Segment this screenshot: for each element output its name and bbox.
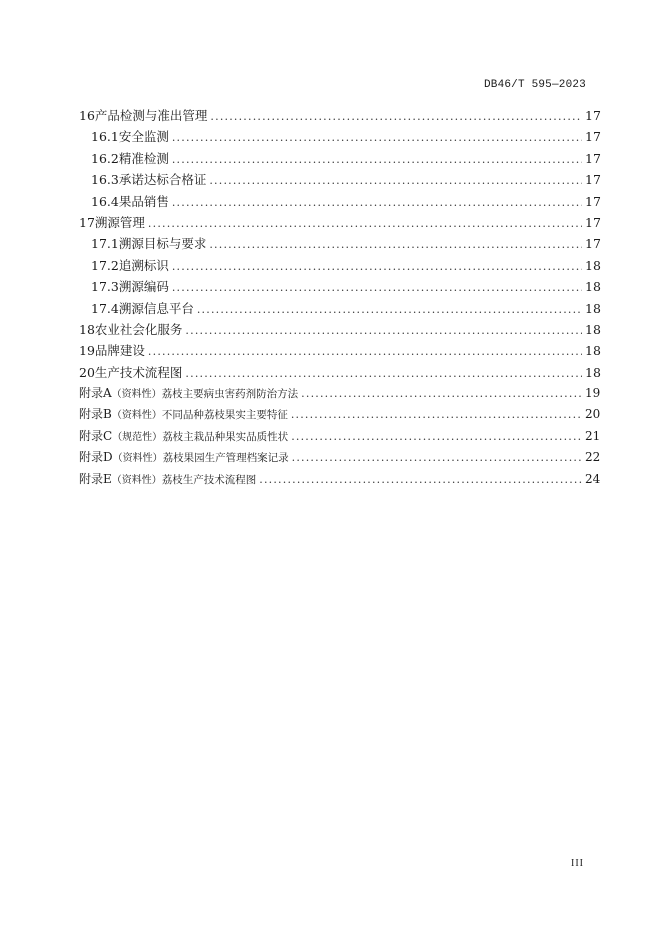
toc-entry-title: 溯源信息平台 xyxy=(118,300,194,316)
toc-leader-dots xyxy=(259,473,582,486)
appendix-type: （资料性） xyxy=(112,453,163,465)
toc-entry-title: 安全监测 xyxy=(118,129,169,145)
toc-entry[interactable] xyxy=(79,363,599,384)
toc-entry[interactable] xyxy=(79,213,599,234)
appendix-label: 附录D xyxy=(79,450,113,465)
toc-entry[interactable] xyxy=(79,127,599,148)
toc-entry-page: 17 xyxy=(585,108,601,123)
toc-leader-dots xyxy=(301,387,582,400)
appendix-label: 附录E xyxy=(79,471,112,486)
appendix-label: 附录A xyxy=(79,386,112,401)
appendix-page: 19 xyxy=(585,386,601,401)
appendix-title: 荔枝果园生产管理档案记录 xyxy=(162,452,289,465)
toc-leader-dots xyxy=(209,174,582,187)
toc-entry-page: 17 xyxy=(585,214,601,230)
appendix-title: 荔枝主栽品种果实品质性状 xyxy=(162,430,289,443)
appendix-page: 20 xyxy=(585,407,601,422)
appendix-page: 22 xyxy=(585,450,601,465)
toc-leader-dots xyxy=(185,367,582,380)
appendix-label-group xyxy=(79,448,163,465)
toc-entry-number: 17.1 xyxy=(91,236,119,252)
appendix-label-group xyxy=(79,405,162,422)
toc-leader-dots xyxy=(210,110,582,123)
document-code: DB46/T 595—2023 xyxy=(483,79,586,91)
toc-entry-number: 16.1 xyxy=(91,129,119,145)
toc-leader-dots xyxy=(185,324,582,337)
toc-entry[interactable] xyxy=(79,106,599,127)
toc-leader-dots xyxy=(292,451,582,464)
toc-entry[interactable] xyxy=(79,149,599,170)
toc-entry-number: 16 xyxy=(79,108,95,123)
toc-entry-title: 追溯标识 xyxy=(118,257,169,273)
appendix-label-group xyxy=(79,470,162,487)
toc-entry-number: 18 xyxy=(79,321,95,337)
toc-entry[interactable] xyxy=(79,320,599,341)
toc-entry-page: 17 xyxy=(585,150,601,166)
appendix-page: 24 xyxy=(585,471,601,486)
toc-leader-dots xyxy=(172,196,582,209)
appendix-label-group xyxy=(79,384,162,401)
toc-entry-title: 溯源目标与要求 xyxy=(118,236,207,252)
toc-entry-title: 溯源管理 xyxy=(94,214,145,230)
toc-leader-dots xyxy=(172,131,582,144)
appendix-title: 荔枝主要病虫害药剂防治方法 xyxy=(161,388,299,401)
toc-entry-title: 果品销售 xyxy=(118,193,169,209)
toc-entry-title: 产品检测与准出管理 xyxy=(94,108,208,123)
table-of-contents xyxy=(79,106,599,491)
toc-entry-title: 农业社会化服务 xyxy=(94,321,183,337)
toc-entry-page: 17 xyxy=(585,129,601,145)
toc-entry-page: 18 xyxy=(585,257,601,273)
toc-entry-number: 17 xyxy=(79,214,95,230)
appendix-title: 荔枝生产技术流程图 xyxy=(161,473,257,486)
toc-entry[interactable] xyxy=(79,299,599,320)
toc-leader-dots xyxy=(291,430,582,443)
toc-entry-number: 16.3 xyxy=(91,172,119,188)
toc-entry-title: 精准检测 xyxy=(118,150,169,166)
toc-entry-title: 承诺达标合格证 xyxy=(118,172,207,188)
toc-leader-dots xyxy=(148,217,582,230)
toc-entry-number: 20 xyxy=(79,364,95,380)
toc-entry-number: 16.2 xyxy=(91,150,119,166)
page-number: III xyxy=(571,858,584,869)
appendix-type: （资料性） xyxy=(111,389,162,401)
toc-appendix-entry[interactable] xyxy=(79,427,599,448)
toc-entry[interactable] xyxy=(79,192,599,213)
toc-leader-dots xyxy=(172,260,582,273)
toc-entry-number: 17.3 xyxy=(91,279,119,295)
toc-leader-dots xyxy=(148,345,582,358)
toc-entry-page: 18 xyxy=(585,321,601,337)
toc-appendix-entry[interactable] xyxy=(79,405,599,426)
toc-entry-page: 18 xyxy=(585,343,601,359)
appendix-page: 21 xyxy=(585,428,601,443)
toc-entry-page: 18 xyxy=(585,364,601,380)
appendix-title: 不同品种荔枝果实主要特征 xyxy=(161,409,288,422)
toc-entry-page: 18 xyxy=(585,300,601,316)
toc-entry[interactable] xyxy=(79,277,599,298)
appendix-type: （资料性） xyxy=(111,410,162,422)
toc-entry-title: 生产技术流程图 xyxy=(94,364,183,380)
toc-entry-number: 19 xyxy=(79,343,95,359)
toc-leader-dots xyxy=(197,303,582,316)
toc-entry[interactable] xyxy=(79,170,599,191)
appendix-label: 附录C xyxy=(79,428,113,443)
toc-leader-dots xyxy=(172,281,582,294)
appendix-label-group xyxy=(79,427,162,444)
appendix-type: （规范性） xyxy=(112,431,163,443)
toc-leader-dots xyxy=(291,408,582,421)
toc-leader-dots xyxy=(172,153,582,166)
toc-entry-page: 17 xyxy=(585,193,601,209)
toc-appendix-entry[interactable] xyxy=(79,384,599,405)
toc-entry-number: 17.4 xyxy=(91,300,119,316)
appendix-type: （资料性） xyxy=(111,474,162,486)
toc-entry-number: 17.2 xyxy=(91,257,119,273)
toc-entry-page: 18 xyxy=(585,279,601,295)
toc-appendix-entry[interactable] xyxy=(79,448,599,469)
toc-entry[interactable] xyxy=(79,234,599,255)
toc-entry-title: 品牌建设 xyxy=(94,343,145,359)
toc-entry-number: 16.4 xyxy=(91,193,119,209)
toc-entry-page: 17 xyxy=(585,236,601,252)
toc-entry-page: 17 xyxy=(585,172,601,188)
appendix-label: 附录B xyxy=(79,407,112,422)
toc-leader-dots xyxy=(209,238,582,251)
toc-entry-title: 溯源编码 xyxy=(118,279,169,295)
toc-entry[interactable] xyxy=(79,256,599,277)
toc-appendix-entry[interactable] xyxy=(79,470,599,491)
toc-entry[interactable] xyxy=(79,341,599,362)
